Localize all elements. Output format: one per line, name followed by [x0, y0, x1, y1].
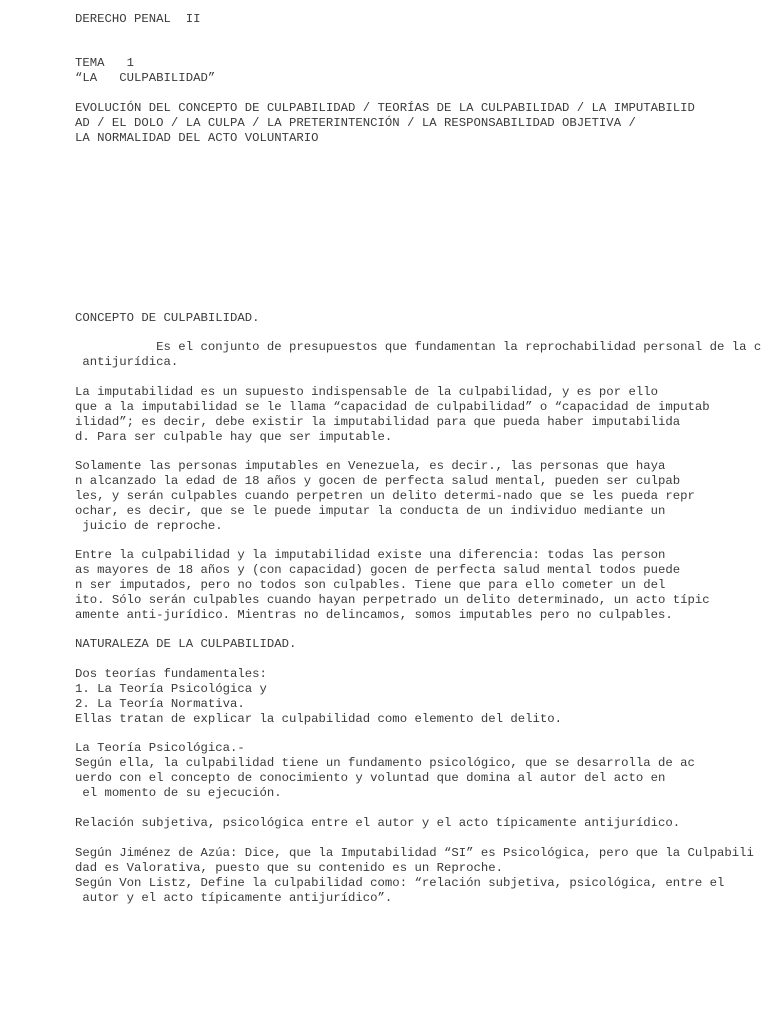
relacion-line: Relación subjetiva, psicológica entre el autor y el acto típicamente antijurídico.	[75, 816, 681, 830]
definition-line: antijurídica.	[75, 355, 179, 369]
course-header: DERECHO PENAL II	[75, 12, 201, 26]
paragraph-line: les, y serán culpables cuando perpetren un delito determi-nado que se les pueda repr	[75, 489, 695, 503]
paragraph-line: as mayores de 18 años y (con capacidad) gocen de perfecta salud mental todos puede	[75, 563, 681, 577]
tema-title: “LA CULPABILIDAD”	[75, 71, 216, 85]
teorias-line: Ellas tratan de explicar la culpabilidad como elemento del delito.	[75, 712, 563, 726]
paragraph-line: n alcanzado la edad de 18 años y gocen de perfecta salud mental, pueden ser culpab	[75, 474, 681, 488]
paragraph-line: La imputabilidad es un supuesto indispensable de la culpabilidad, y es por ello	[75, 385, 658, 399]
teorias-line: 2. La Teoría Normativa.	[75, 697, 245, 711]
paragraph-line: d. Para ser culpable hay que ser imputable.	[75, 430, 393, 444]
paragraph-line: Solamente las personas imputables en Venezuela, es decir., las personas que haya	[75, 459, 666, 473]
paragraph-line: ilidad”; es decir, debe existir la imputabilidad para que pueda haber imputabilida	[75, 415, 681, 429]
paragraph-line: n ser imputados, pero no todos son culpables. Tiene que para ello cometer un del	[75, 578, 666, 592]
paragraph-line: Entre la culpabilidad y la imputabilidad existe una diferencia: todas las person	[75, 548, 666, 562]
paragraph-line: juicio de reproche.	[75, 519, 223, 533]
section-heading-concepto: CONCEPTO DE CULPABILIDAD.	[75, 311, 260, 325]
autores-line: dad es Valorativa, puesto que su contenido es un Reproche.	[75, 861, 504, 875]
topics-line: AD / EL DOLO / LA CULPA / LA PRETERINTENCIÓN / LA RESPONSABILIDAD OBJETIVA /	[75, 116, 636, 130]
psicologica-line: La Teoría Psicológica.-	[75, 741, 245, 755]
autores-line: autor y el acto típicamente antijurídico”.	[75, 891, 393, 905]
paragraph-line: ito. Sólo serán culpables cuando hayan perpetrado un delito determinado, un acto típic	[75, 593, 710, 607]
autores-line: Según Jiménez de Azúa: Dice, que la Imputabilidad “SI” es Psicológica, pero que la Culpabili	[75, 846, 754, 860]
teorias-line: Dos teorías fundamentales:	[75, 667, 267, 681]
tema-number: TEMA 1	[75, 56, 135, 70]
section-heading-naturaleza: NATURALEZA DE LA CULPABILIDAD.	[75, 637, 297, 651]
teorias-line: 1. La Teoría Psicológica y	[75, 682, 267, 696]
psicologica-line: uerdo con el concepto de conocimiento y voluntad que domina al autor del acto en	[75, 771, 666, 785]
psicologica-line: el momento de su ejecución.	[75, 786, 282, 800]
definition-line: Es el conjunto de presupuestos que fundamentan la reprochabilidad personal de la c	[75, 340, 762, 354]
psicologica-line: Según ella, la culpabilidad tiene un fundamento psicológico, que se desarrolla de ac	[75, 756, 695, 770]
paragraph-line: ochar, es decir, que se le puede imputar la conducta de un individuo mediante un	[75, 504, 666, 518]
autores-line: Según Von Listz, Define la culpabilidad como: “relación subjetiva, psicológica, entre el	[75, 876, 725, 890]
topics-line: EVOLUCIÓN DEL CONCEPTO DE CULPABILIDAD / TEORÍAS DE LA CULPABILIDAD / LA IMPUTABILID	[75, 101, 695, 115]
paragraph-line: amente anti-jurídico. Mientras no delincamos, somos imputables pero no culpables.	[75, 608, 673, 622]
paragraph-line: que a la imputabilidad se le llama “capacidad de culpabilidad” o “capacidad de imputab	[75, 400, 710, 414]
topics-line: LA NORMALIDAD DEL ACTO VOLUNTARIO	[75, 131, 319, 145]
